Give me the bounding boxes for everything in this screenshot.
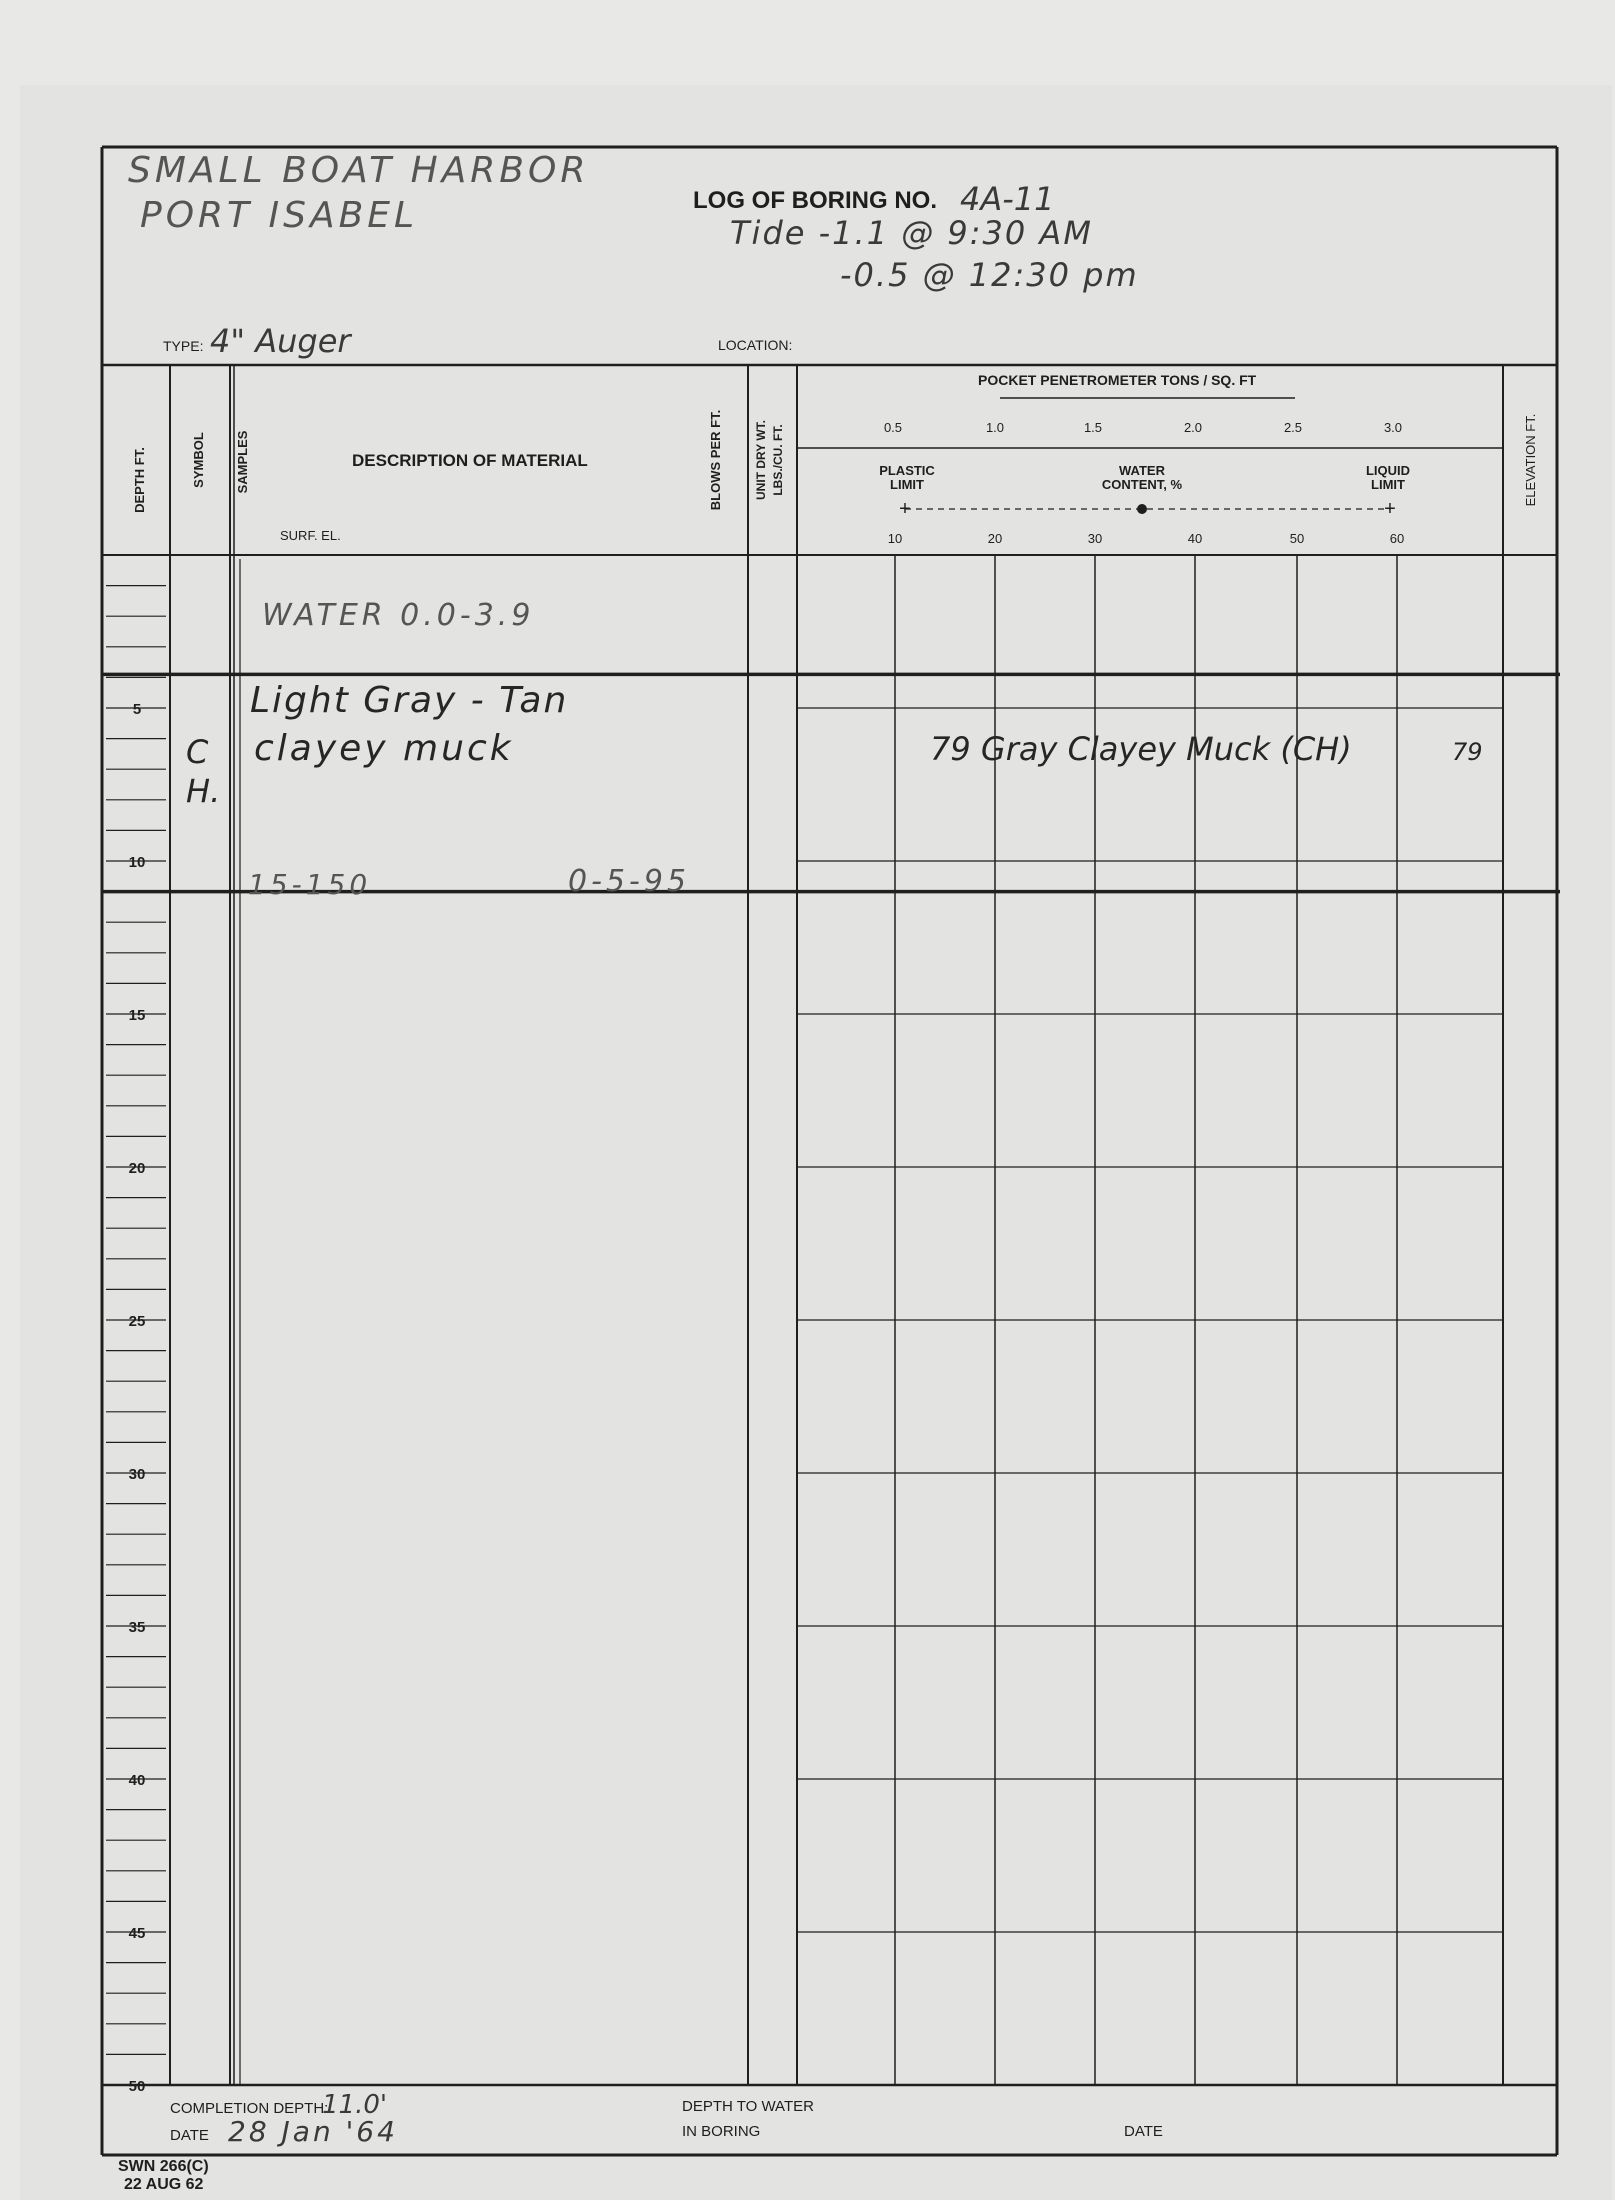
blows-header: BLOWS PER FT. <box>708 409 723 511</box>
water-tick-20: 20 <box>987 531 1003 546</box>
soil-description-line2: clayey muck <box>254 728 514 769</box>
liquid-limit-label: LIQUID LIMIT <box>1365 463 1411 492</box>
penetrometer-tick-3.0: 3.0 <box>1383 420 1403 435</box>
depth-to-water-label: DEPTH TO WATER <box>682 2098 814 2115</box>
depth-label-15: 15 <box>128 1007 146 1024</box>
symbol-header: SYMBOL <box>191 432 206 488</box>
penetrometer-tick-0.5: 0.5 <box>883 420 903 435</box>
water-content-label: WATER CONTENT, % <box>1101 463 1183 492</box>
water-entry: WATER 0.0-3.9 <box>262 598 535 633</box>
plastic-limit-label: PLASTIC LIMIT <box>879 463 935 492</box>
depth-label-40: 40 <box>128 1772 146 1789</box>
depth-label-5: 5 <box>132 701 142 718</box>
date-value: 28 Jan '64 <box>228 2115 398 2148</box>
gradation-left: 15-150 <box>248 868 372 901</box>
unit-weight-header-1: UNIT DRY WT. <box>754 420 768 500</box>
soil-description-line1: Light Gray - Tan <box>250 680 569 721</box>
elevation-header: ELEVATION FT. <box>1523 413 1538 507</box>
project-name-line1: SMALL BOAT HARBOR <box>128 150 590 191</box>
water-tick-50: 50 <box>1289 531 1305 546</box>
penetrometer-tick-1.5: 1.5 <box>1083 420 1103 435</box>
water-content-marker <box>1137 504 1147 514</box>
surf-el-label: SURF. EL. <box>280 528 341 543</box>
lab-value: 79 <box>1452 738 1483 766</box>
depth-label-50: 50 <box>128 2078 146 2095</box>
type-value: 4" Auger <box>210 322 351 360</box>
in-boring-label: IN BORING <box>682 2123 761 2140</box>
penetrometer-tick-2.5: 2.5 <box>1283 420 1303 435</box>
project-name-line2: PORT ISABEL <box>140 195 419 236</box>
date2-label: DATE <box>1124 2123 1163 2140</box>
log-title: LOG OF BORING NO. <box>693 187 937 214</box>
gradation-right: 0-5-95 <box>568 864 690 899</box>
location-label: LOCATION: <box>718 337 793 353</box>
water-tick-10: 10 <box>887 531 903 546</box>
depth-label-35: 35 <box>128 1619 146 1636</box>
tide-note-2: -0.5 @ 12:30 pm <box>840 256 1139 294</box>
depth-label-10: 10 <box>128 854 146 871</box>
form-number: SWN 266(C) <box>118 2158 209 2175</box>
penetrometer-tick-2.0: 2.0 <box>1183 420 1203 435</box>
description-header: DESCRIPTION OF MATERIAL <box>352 451 588 470</box>
depth-label-30: 30 <box>128 1466 146 1483</box>
date-label: DATE <box>170 2127 209 2144</box>
lab-note: 79 Gray Clayey Muck (CH) <box>930 730 1352 768</box>
completion-depth-label: COMPLETION DEPTH: <box>170 2100 329 2117</box>
soil-symbol-h: H. <box>186 772 221 810</box>
penetrometer-header: POCKET PENETROMETER TONS / SQ. FT <box>978 372 1257 388</box>
boring-number: 4A-11 <box>960 180 1055 218</box>
depth-label-45: 45 <box>128 1925 146 1942</box>
samples-header: SAMPLES <box>235 430 250 494</box>
liquid-limit-marker: + <box>1384 498 1396 520</box>
unit-weight-header-2: LBS./CU. FT. <box>771 424 785 496</box>
penetrometer-tick-1.0: 1.0 <box>985 420 1005 435</box>
form-date: 22 AUG 62 <box>124 2176 204 2193</box>
tide-note-1: Tide -1.1 @ 9:30 AM <box>730 214 1093 252</box>
water-tick-30: 30 <box>1087 531 1103 546</box>
water-tick-40: 40 <box>1187 531 1203 546</box>
depth-label-25: 25 <box>128 1313 146 1330</box>
type-label: TYPE: <box>163 338 204 354</box>
depth-label-20: 20 <box>128 1160 146 1177</box>
plastic-limit-marker: + <box>899 498 911 520</box>
soil-symbol-c: C <box>186 733 209 771</box>
completion-depth-value: 11.0' <box>322 2090 388 2120</box>
depth-header: DEPTH FT. <box>132 447 147 513</box>
water-tick-60: 60 <box>1389 531 1405 546</box>
